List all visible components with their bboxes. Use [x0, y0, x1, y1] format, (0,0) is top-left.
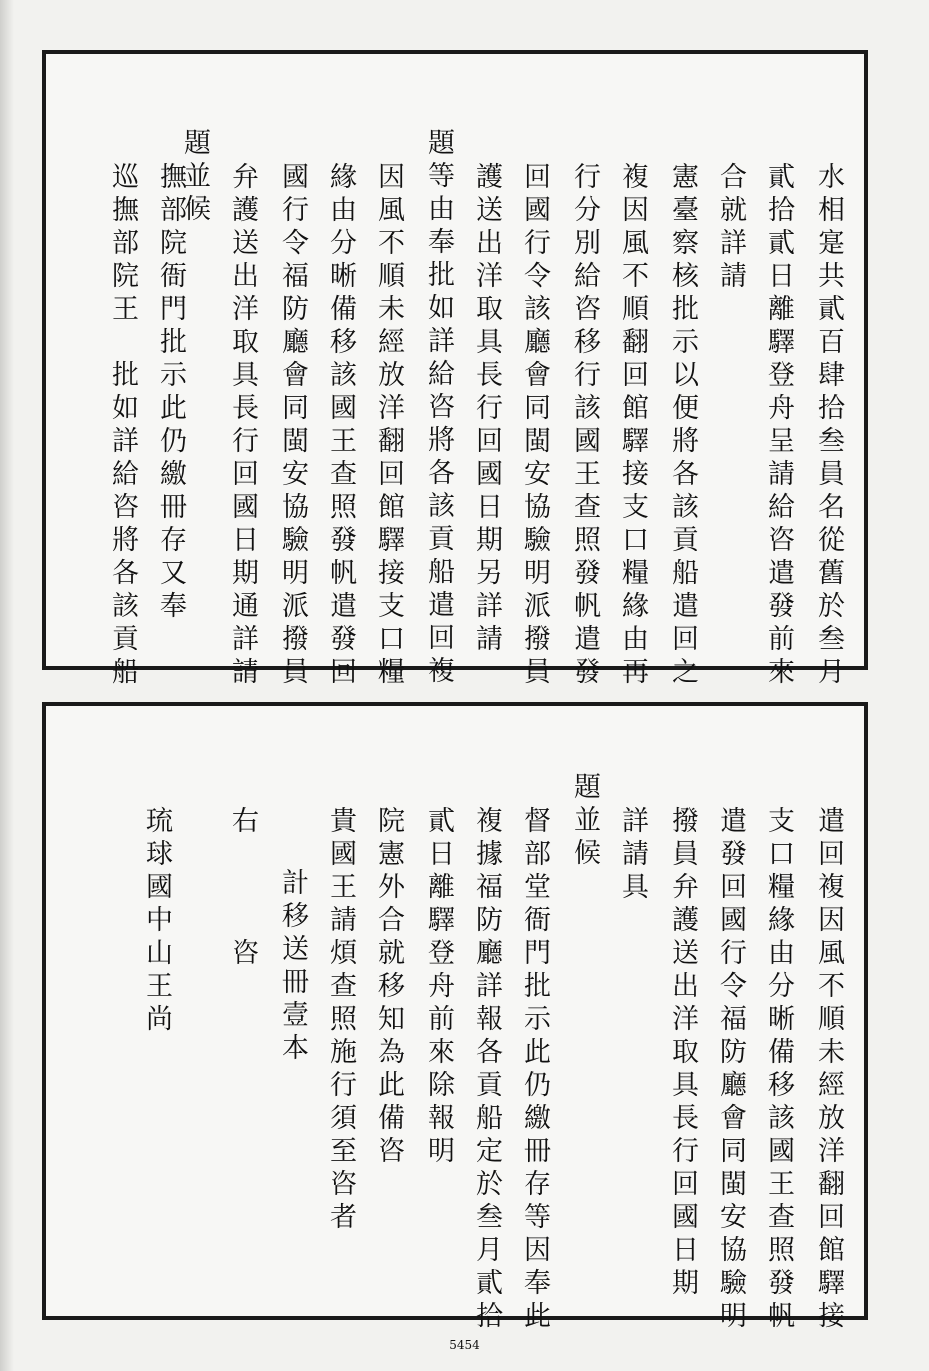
text-column: 撫部院衙門批示此仍繳冊存又奉 — [155, 162, 186, 624]
top-document-panel — [42, 50, 868, 690]
text-column: 貳日離驛登舟前來除報明 — [423, 806, 454, 1169]
text-column: 題等由奉批如詳給咨將各該貢船遣回複 — [423, 128, 454, 689]
text-column: 琉球國中山王尚 — [141, 806, 172, 1037]
bottom-document-panel — [42, 702, 868, 1334]
binding-shadow — [0, 0, 14, 1371]
text-column: 遣發回國行令福防廳會同閩安協驗明 — [715, 806, 746, 1334]
text-column: 護送出洋取具長行回國日期另詳請 — [471, 162, 502, 657]
text-column: 貴國王請煩查照施行須至咨者 — [325, 806, 356, 1235]
text-column: 撥員弁護送出洋取具長行回國日期 — [667, 806, 698, 1301]
text-column: 巡撫部院王 批如詳給咨將各該貢船 — [107, 162, 138, 690]
text-column: 合就詳請 — [715, 162, 746, 294]
text-column: 支口糧緣由分晰備移該國王查照發帆 — [763, 806, 794, 1334]
text-column: 詳請具 — [617, 806, 648, 905]
page-number: 5454 — [449, 1338, 480, 1352]
text-column: 題並候 — [569, 772, 600, 871]
text-column: 緣由分晰備移該國王查照發帆遣發回 — [325, 162, 356, 690]
text-column: 行分別給咨移行該國王查照發帆遣發 — [569, 162, 600, 690]
text-column: 督部堂衙門批示此仍繳冊存等因奉此 — [519, 806, 550, 1334]
text-column: 院憲外合就移知為此備咨 — [373, 806, 404, 1169]
text-column: 弁護送出洋取具長行回國日期通詳請 — [227, 162, 258, 690]
text-column: 計移送冊壹本 — [277, 868, 308, 1066]
text-column: 題並候 — [179, 128, 210, 227]
text-column: 回國行令該廳會同閩安協驗明派撥員 — [519, 162, 550, 690]
text-column: 憲臺察核批示以便將各該貢船遣回之 — [667, 162, 698, 690]
text-column: 右 咨 — [227, 806, 258, 971]
text-column: 水相寔共貳百肆拾叁員名從舊於叁月 — [813, 162, 844, 690]
text-column: 複因風不順翻回館驛接支口糧緣由再 — [617, 162, 648, 690]
text-column: 貳拾貳日離驛登舟呈請給咨遣發前來 — [763, 162, 794, 690]
text-column: 國行令福防廳會同閩安協驗明派撥員 — [277, 162, 308, 690]
text-column: 遣回複因風不順未經放洋翻回館驛接 — [813, 806, 844, 1334]
text-column: 複據福防廳詳報各貢船定於叁月貳拾 — [471, 806, 502, 1334]
text-column: 因風不順未經放洋翻回館驛接支口糧 — [373, 162, 404, 690]
